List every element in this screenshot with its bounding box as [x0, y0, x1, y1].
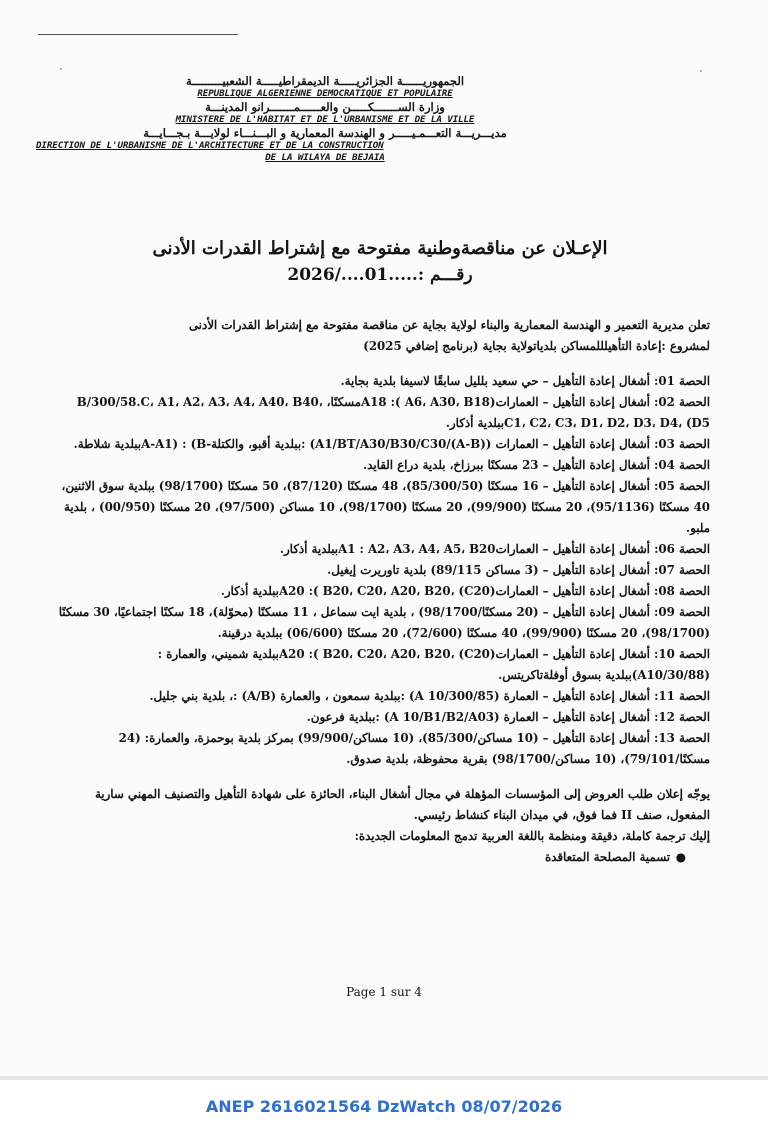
- intro-line-1: تعلن مديرية التعمير و الهندسة المعمارية والبناء لولاية بجاية عن مناقصة مفتوحة مع إشتراط القدرات الأدنى: [188, 318, 710, 332]
- bullet-text: تسمية المصلحة المتعاقدة: [544, 850, 670, 864]
- intro-line-2: لمشروع :إعادة التأهيلللمساكن بلدياتولاية بجاية (برنامج إضافي 2025): [363, 339, 710, 353]
- lot-02: الحصة 02: أشغال إعادة التأهيل – العمارات(A18 :( A6، A30، B18مسكنًا، B/300/58.C، A1، A2، A3، A4، A40، B40، C1، C2، C3، D1، D2، D3، D4، (D5ببلدية أذكار.: [76, 395, 710, 430]
- republic-fr: REPUBLIQUE ALGERIENNE DEMOCRATIQUE ET POPULAIRE: [197, 88, 453, 99]
- direction-fr-line1: DIRECTION DE L'URBANISME DE L'ARCHITECTURE ET DE LA CONSTRUCTION: [36, 140, 384, 151]
- source-footer: ANEP 2616021564 DzWatch 08/07/2026: [205, 1097, 563, 1116]
- translation-note: إليك ترجمة كاملة، دقيقة ومنظمة باللغة العربية تدمج المعلومات الجديدة:: [354, 829, 710, 843]
- announcement-body: [58, 315, 710, 868]
- lot-12: الحصة 12: أشغال إعادة التأهيل – العمارة (A 10/B1/B2/A03) :ببلدية فرعون.: [306, 710, 710, 724]
- scan-edge: [0, 1076, 768, 1080]
- letterhead: [36, 74, 610, 164]
- lots-list: [58, 371, 710, 770]
- lot-06: الحصة 06: أشغال إعادة التأهيل – العماراتA1 : A2، A3، A4، A5، B20ببلدية أذكار.: [279, 542, 710, 556]
- bullet-item: [58, 847, 710, 868]
- bullet-dot-icon: ●: [675, 850, 686, 864]
- lot-08: الحصة 08: أشغال إعادة التأهيل – العمارات(A20 :( B20، C20، A20، B20، (C20ببلدية أذكار.: [220, 584, 710, 598]
- scan-speck: [60, 68, 62, 70]
- announcement-number: رقـــم :.....01..../2026: [287, 265, 473, 285]
- announcement-title-block: [120, 236, 640, 288]
- lot-13: الحصة 13: أشغال إعادة التأهيل – (10 مساكن/85/300)، (10 مساكن/99/900) بمركز بلدية بوحمزة، والعمارة: (24 مسكنًا/79/101)، (10 مساكن/98/1700) بقرية محفوظة، بلدية صدوق.: [118, 731, 710, 766]
- eligibility-paragraph: يوجّه إعلان طلب العروض إلى المؤسسات المؤهلة في مجال أشغال البناء، الحائزة على شهادة التأهيل والتصنيف المهني سارية المفعول، صنف II فما فوق، في ميدان البناء كنشاط رئيسي.: [94, 787, 710, 822]
- ministry-fr: MINISTERE DE L'HABITAT ET DE L'URBANISME ET DE LA VILLE: [175, 114, 475, 125]
- lot-10: الحصة 10: أشغال إعادة التأهيل – العمارات(A20 :( B20، C20، A20، B20، (C20ببلدية شميني، والعمارة : (A10/30/88)ببلدية بسوق أوفلةتاكريتس.: [157, 647, 710, 682]
- lot-09: الحصة 09: أشغال إعادة التأهيل – (20 مسكنًا/98/1700) ، بلدية ايت سماعل ، 11 مسكنًا (محوّلة)، 18 سكنًا اجتماعيًا، 30 مسكنًا (98/1700)، 20 مسكنًا (99/900)، 40 مسكنًا (72/600)، 20 مسكنًا (06/600) ببلدية درقينة.: [58, 605, 710, 640]
- lot-11: الحصة 11: أشغال إعادة التأهيل – العمارة (A 10/300/85) :ببلدية سمعون ، والعمارة (A/B) :، بلدية بني جليل.: [149, 689, 710, 703]
- lot-03: الحصة 03: أشغال إعادة التأهيل – العمارات (A1/BT/A30/B30/C30/(A-B)) :ببلدية أقبو، والكتلة-A-A1) : (Bببلدية شلاطة.: [73, 437, 710, 451]
- direction-fr-line2: DE LA WILAYA DE BEJAIA: [265, 152, 385, 163]
- lot-04: الحصة 04: أشغال إعادة التأهيل – 23 مسكنًا ببرزاخ، بلدية دراع القايد.: [363, 458, 710, 472]
- direction-ar: مديـــريـــة التعـــمـيـــــر و الهندسة المعمارية و البـــنـــاء لولايـــة بـجـــايـــة: [143, 126, 507, 140]
- top-rule: [38, 34, 238, 35]
- lot-01: الحصة 01: أشغال إعادة التأهيل – حي سعيد بلليل سابقًا لاسيفا بلدية بجاية.: [340, 374, 710, 388]
- ministry-ar: وزارة الســـــــكـــــن والعــــــمـــــــرانو المدينـــة: [205, 100, 445, 114]
- page-number: Page 1 sur 4: [346, 985, 422, 999]
- lot-07: الحصة 07: أشغال إعادة التأهيل – (3 مساكن 89/115) بلدية تاوريرت إيغيل.: [327, 563, 710, 577]
- scan-speck: [700, 70, 702, 72]
- announcement-title: الإعـلان عن مناقصةوطنية مفتوحة مع إشتراط القدرات الأدنى: [152, 238, 608, 259]
- republic-ar: الجمهوريــــــة الجزائريـــــة الديمقراطيـــــة الشعبيـــــــــة: [185, 74, 465, 88]
- lot-05: الحصة 05: أشغال إعادة التأهيل – 16 مسكنًا (85/300/50)، 48 مسكنًا (87/120)، 50 مسكنًا (98/1700) ببلدية سوق الاثنين، 40 مسكنًا (95/1136)، 20 مسكنًا (99/900)، 20 مسكنًا (98/1700)، 10 مساكن (97/500)، 20 مسكنًا (00/950) ، بلدية ملبو.: [61, 479, 710, 535]
